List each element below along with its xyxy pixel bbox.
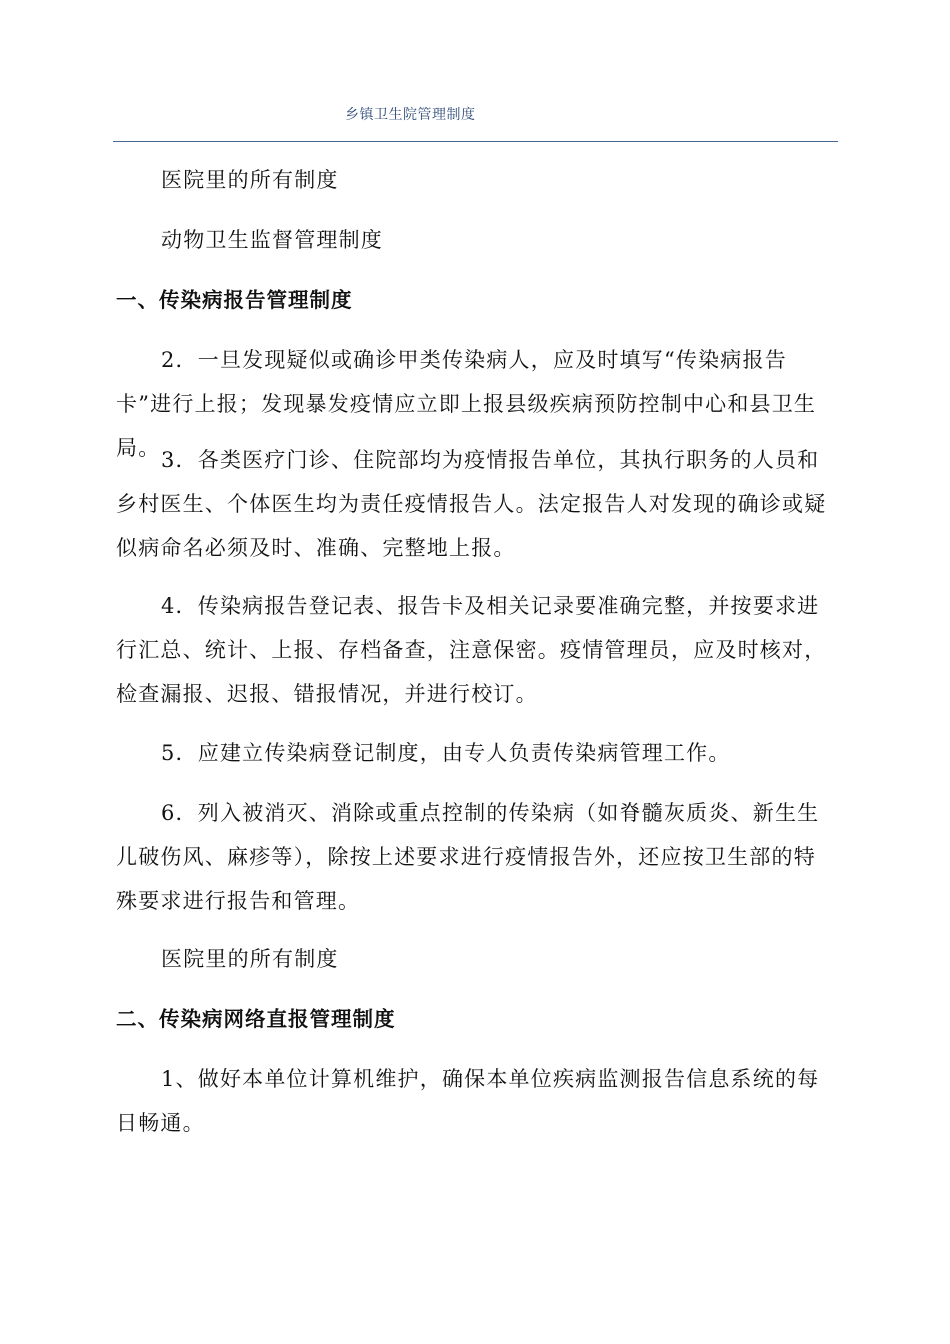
paragraph-3-text: 3．各类医疗门诊、住院部均为疫情报告单位，其执行职务的人员和乡村医生、个体医生均为责任疫情报告人。法定报告人对发现的确诊或疑似病命名必须及时、准确、完整地上报。 (116, 448, 827, 560)
page-header (113, 100, 838, 142)
line-hospital-rules-2-text: 医院里的所有制度 (161, 947, 339, 971)
paragraph-6-text: 6．列入被消灭、消除或重点控制的传染病（如脊髓灰质炎、新生生儿破伤风、麻疹等），除按上述要求进行疫情报告外，还应按卫生部的特殊要求进行报告和管理。 (116, 801, 820, 913)
paragraph-6 (116, 791, 836, 923)
line-hospital-rules-2 (116, 937, 836, 981)
paragraph-5-text: 5．应建立传染病登记制度，由专人负责传染病管理工作。 (161, 741, 731, 765)
line-animal-health-text: 动物卫生监督管理制度 (161, 228, 383, 252)
paragraph-2-text: 2．一旦发现疑似或确诊甲类传染病人，应及时填写“传染病报告卡”进行上报；发现暴发疫情应立即上报县级疾病预防控制中心和县卫生局。 (116, 348, 817, 460)
paragraph-4-text: 4．传染病报告登记表、报告卡及相关记录要准确完整，并按要求进行汇总、统计、上报、存档备查，注意保密。疫情管理员，应及时核对，检查漏报、迟报、错报情况，并进行校订。 (116, 594, 827, 706)
section-heading-2-text: 二、传染病网络直报管理制度 (116, 1007, 396, 1031)
paragraph-5 (116, 731, 836, 775)
line-hospital-rules (116, 158, 836, 202)
paragraph-7 (116, 1057, 836, 1145)
section-heading-1 (116, 278, 836, 322)
header-title: 乡镇卫生院管理制度 (345, 107, 476, 123)
paragraph-3 (116, 438, 836, 570)
section-heading-2 (116, 997, 836, 1041)
line-hospital-rules-text: 医院里的所有制度 (161, 168, 339, 192)
section-heading-1-text: 一、传染病报告管理制度 (116, 288, 353, 312)
header-divider (113, 141, 838, 142)
paragraph-7-text: 1、做好本单位计算机维护，确保本单位疾病监测报告信息系统的每日畅通。 (116, 1067, 820, 1135)
line-animal-health (116, 218, 836, 262)
paragraph-4 (116, 584, 836, 716)
